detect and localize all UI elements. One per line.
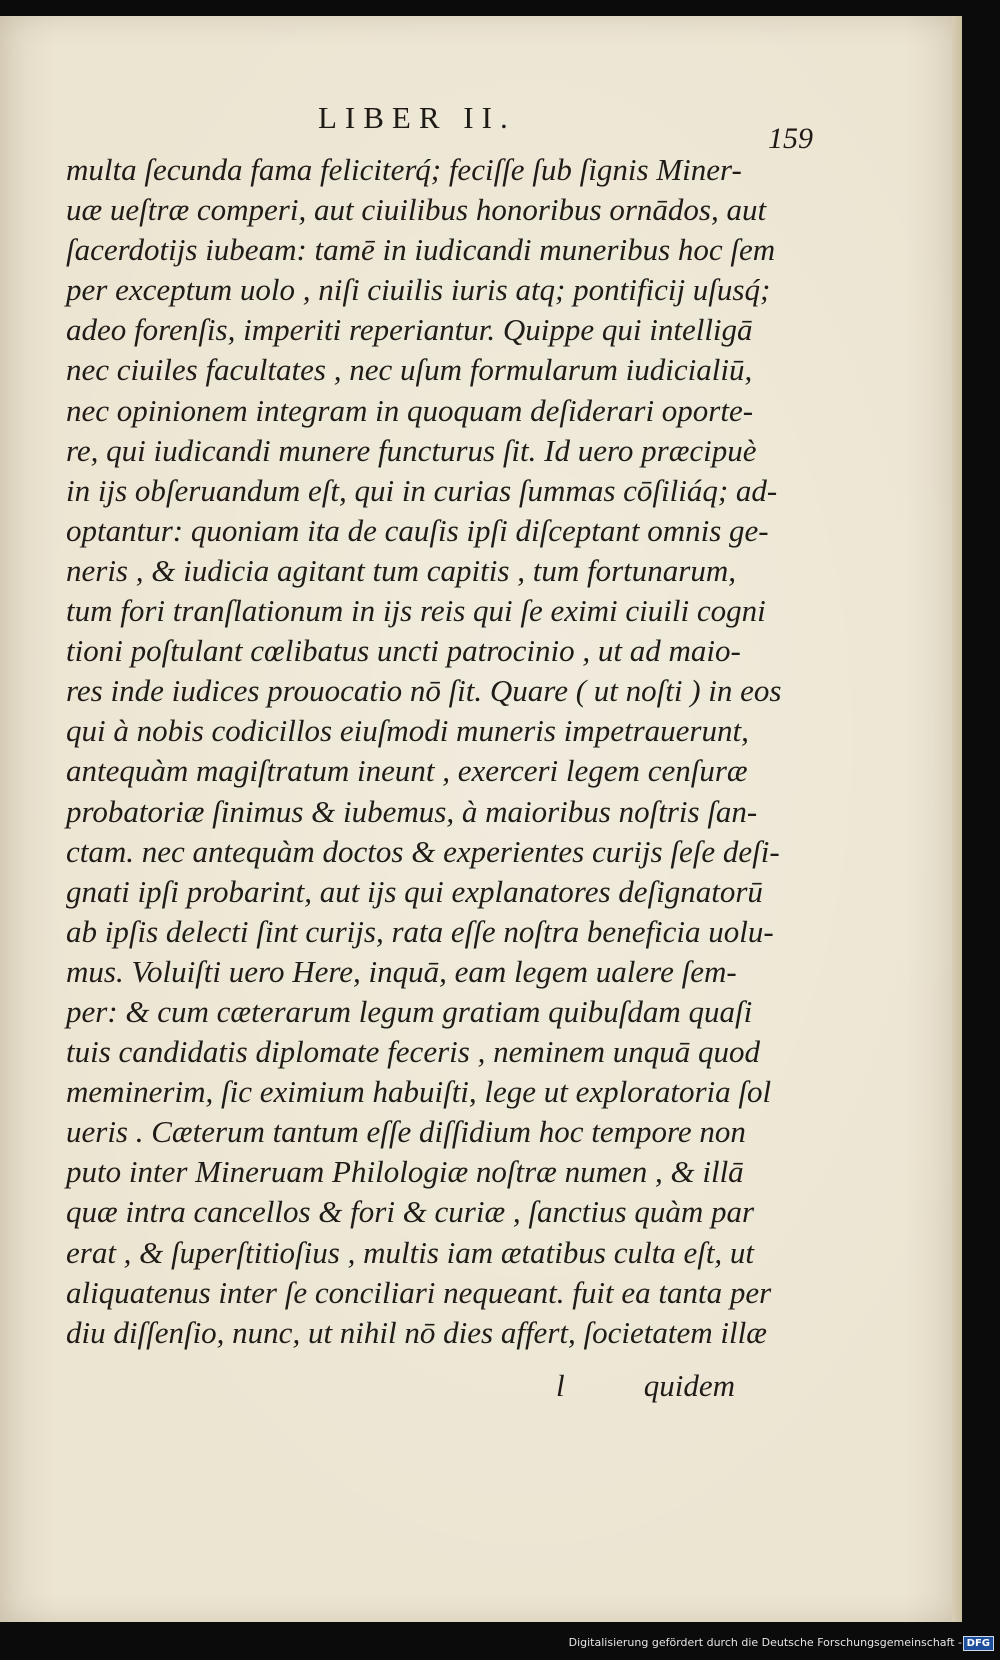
running-head: LIBER II. — [318, 100, 516, 135]
text-line: nec opinionem integram in quoquam deſiderari oporte- — [66, 392, 754, 428]
text-line: tum fori tranſlationum in ijs reis qui ſe eximi ciuili cogni — [66, 593, 766, 629]
book-page — [0, 16, 962, 1622]
text-line: aliquatenus inter ſe conciliari nequeant. fuit ea tanta per — [66, 1274, 772, 1310]
text-line: qui à nobis codicillos eiuſmodi muneris impetrauerunt, — [66, 713, 749, 749]
text-line: res inde iudices prouocatio nō ſit. Quare ( ut noſti ) in eos — [66, 673, 782, 709]
text-line: optantur: quoniam ita de cauſis ipſi diſceptant omnis ge- — [66, 512, 769, 548]
text-line: re, qui iudicandi munere functurus ſit. Id uero præcipuè — [66, 432, 757, 468]
text-line: diu diſſenſio, nunc, ut nihil nō dies affert, ſocietatem illæ — [66, 1314, 767, 1350]
text-line: adeo forenſis, imperiti reperiantur. Quippe qui intelligā — [66, 312, 753, 348]
text-line: tuis candidatis diplomate feceris , neminem unquā quod — [66, 1034, 760, 1070]
funding-credit: Digitalisierung gefördert durch die Deutsche Forschungsgemeinschaft - — [568, 1636, 962, 1649]
text-line: in ijs obſeruandum eſt, qui in curias ſummas cōſiliáq; ad- — [66, 472, 778, 508]
text-line: mus. Voluiſti uero Here, inquā, eam legem ualere ſem- — [66, 953, 737, 989]
text-line: ab ipſis delecti ſint curijs, rata eſſe noſtra beneficia uolu- — [66, 913, 774, 949]
footer-bar — [0, 1622, 1000, 1660]
text-line: ſacerdotijs iubeam: tamē in iudicandi muneribus hoc ſem — [66, 232, 776, 268]
text-line: quæ intra cancellos & fori & curiæ , ſanctius quàm par — [66, 1194, 755, 1230]
signature-mark: l — [556, 1368, 565, 1403]
text-line: ctam. nec antequàm doctos & experientes curijs ſeſe deſi- — [66, 833, 780, 869]
text-line: uæ ueſtræ comperi, aut ciuilibus honoribus ornādos, aut — [66, 192, 767, 228]
text-line: gnati ipſi probarint, aut ijs qui explanatores deſignatorū — [66, 873, 763, 909]
catchline — [556, 1368, 756, 1404]
text-line: nec ciuiles facultates , nec uſum formularum iudicialiū, — [66, 352, 753, 388]
text-line: ueris . Cæterum tantum eſſe diſſidium hoc tempore non — [66, 1114, 746, 1150]
text-line: antequàm magiſtratum ineunt , exerceri legem cenſuræ — [66, 753, 748, 789]
text-line: tioni poſtulant cœlibatus uncti patrocinio , ut ad maio- — [66, 633, 741, 669]
text-line: per exceptum uolo , niſi ciuilis iuris atq; pontificij uſusq́; — [66, 272, 771, 308]
text-line: erat , & ſuperſtitioſius , multis iam ætatibus culta eſt, ut — [66, 1234, 755, 1270]
page-edge — [952, 16, 962, 1622]
text-line: multa ſecunda fama feliciterq́; feciſſe ſub ſignis Miner- — [66, 152, 742, 187]
text-line: per: & cum cæterarum legum gratiam quibuſdam quaſi — [66, 993, 753, 1029]
text-line: meminerim, ſic eximium habuiſti, lege ut exploratoria ſol — [66, 1074, 772, 1110]
text-line: puto inter Mineruam Philologiæ noſtræ numen , & illā — [66, 1154, 744, 1190]
text-block — [66, 150, 782, 1353]
catchword: quidem — [643, 1368, 736, 1403]
text-line: probatoriæ ſinimus & iubemus, à maioribus noſtris ſan- — [66, 793, 758, 829]
text-line: neris , & iudicia agitant tum capitis , tum fortunarum, — [66, 552, 736, 588]
dfg-logo-icon: DFG — [963, 1636, 994, 1651]
page-number: 159 — [768, 122, 813, 155]
